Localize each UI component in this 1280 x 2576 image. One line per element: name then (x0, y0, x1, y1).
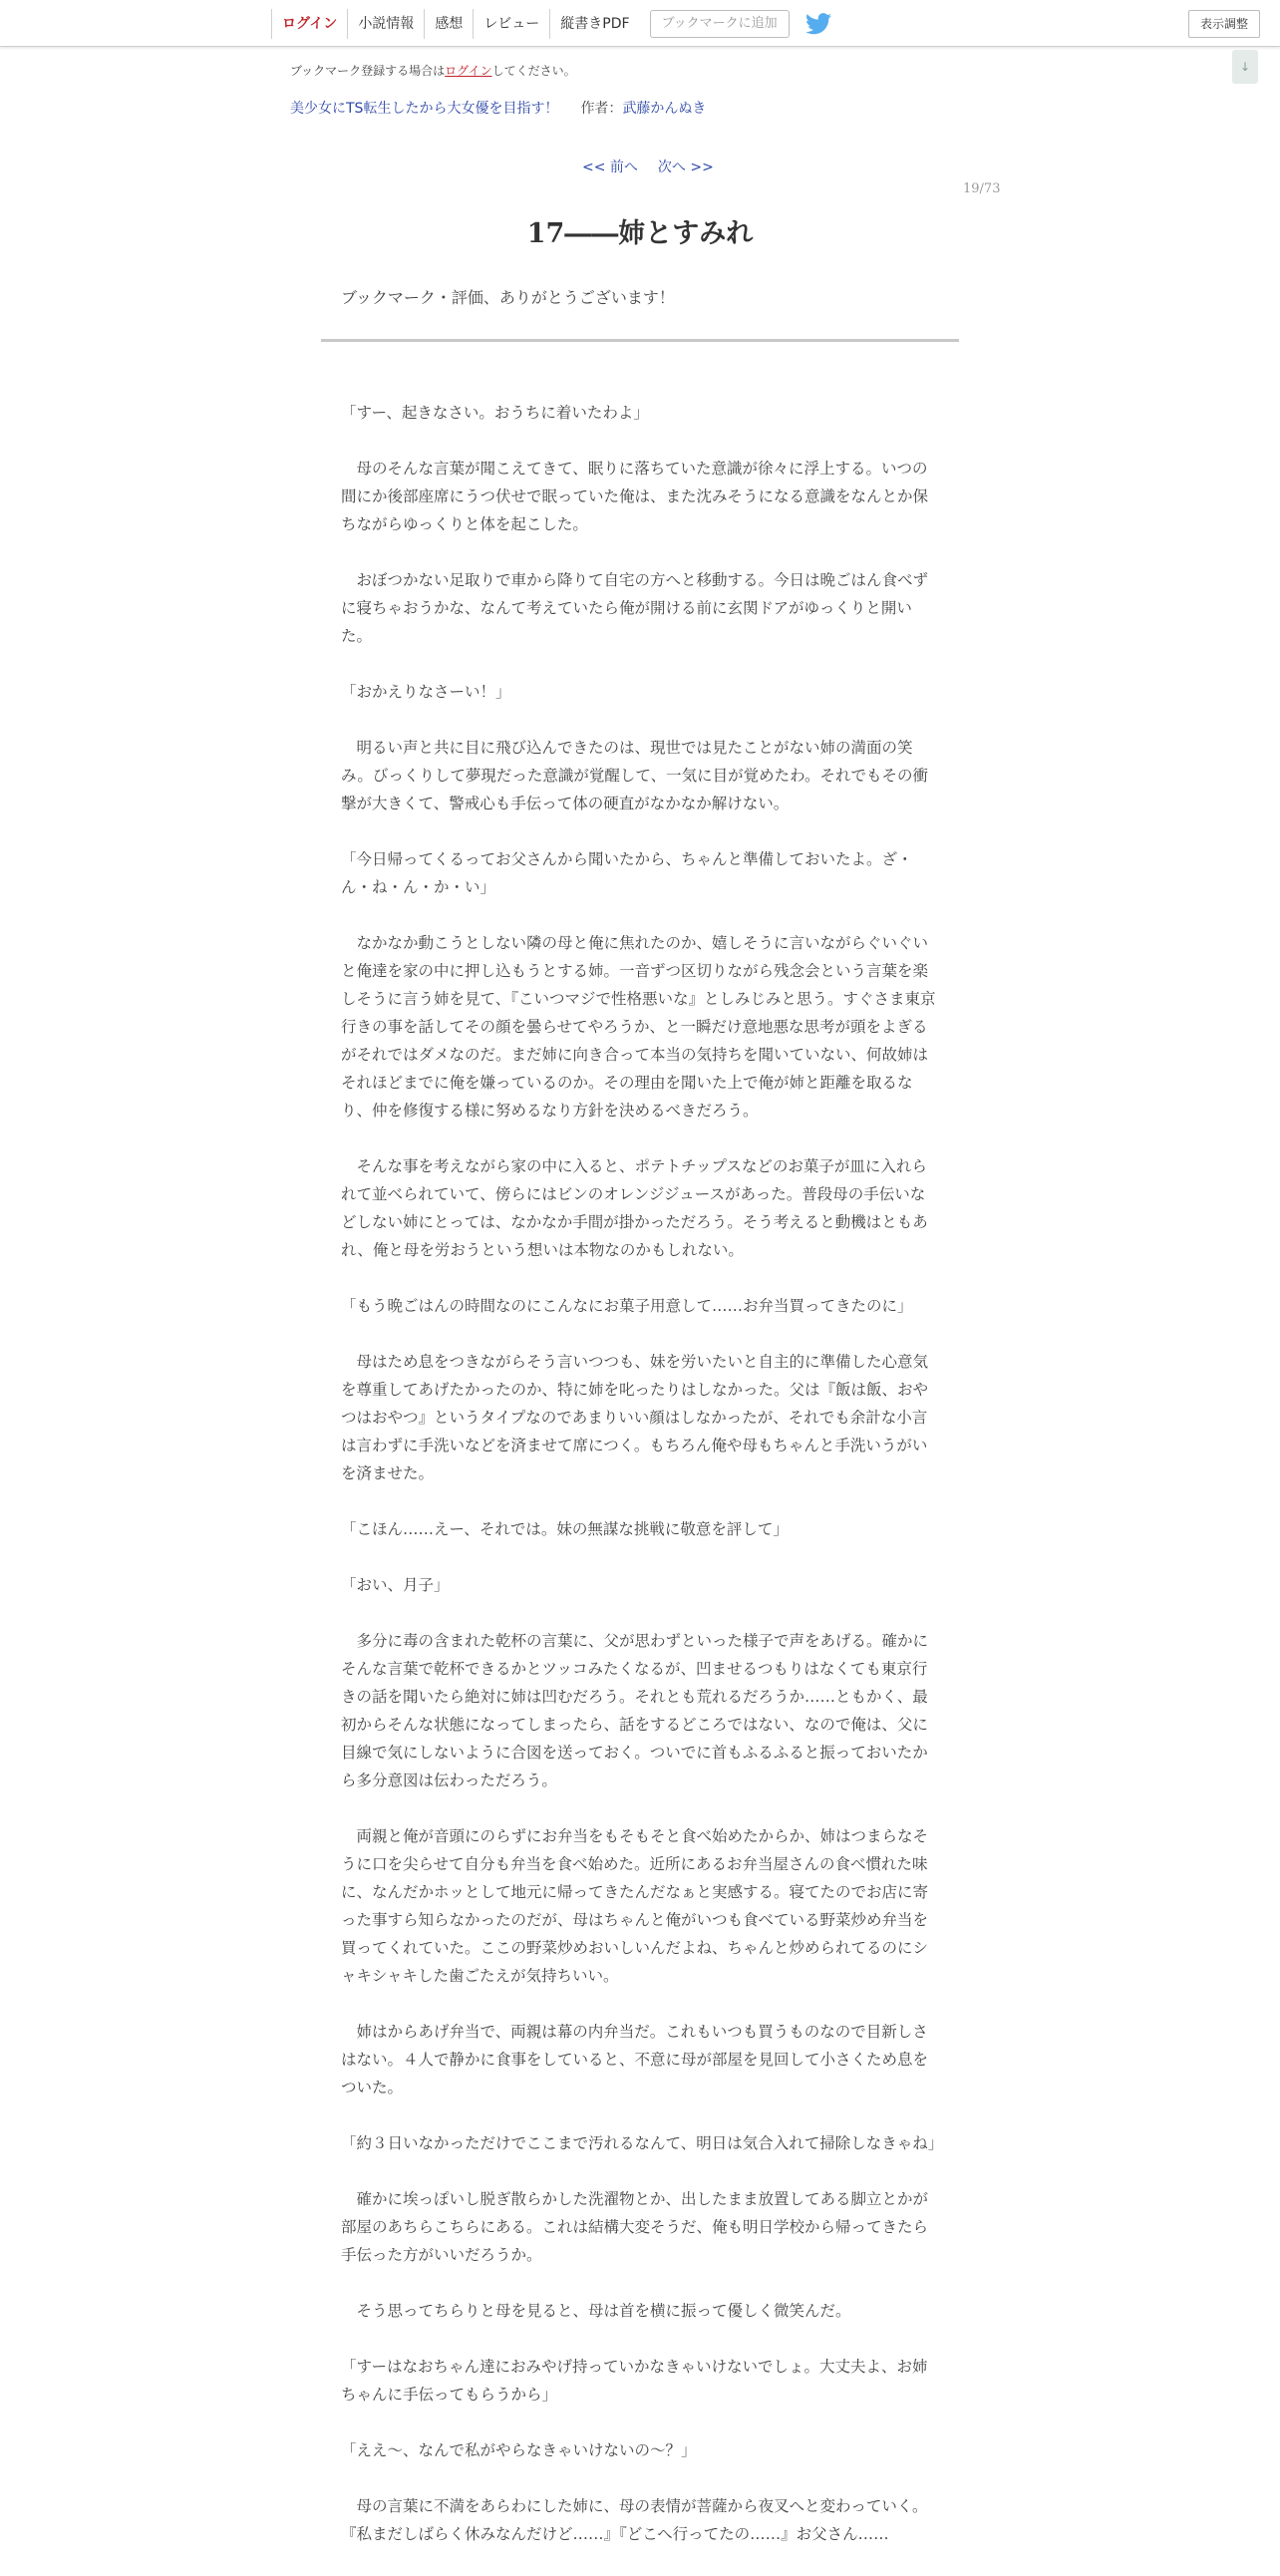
body-paragraph: おぼつかない足取りで車から降りて自宅の方へと移動する。今日は晩ごはん食べずに寝ちゃおうかな、なんて考えていたら俺が開ける前に玄関ドアがゆっくりと開いた。 (341, 571, 929, 645)
chapter-pager (582, 157, 714, 176)
prev-chapter-link[interactable]: << 前へ (582, 160, 638, 175)
bookmark-login-notice (290, 62, 576, 79)
nav-impressions-link[interactable]: 感想 (424, 9, 473, 39)
nav-vertical-pdf-link[interactable]: 縦書きPDF (549, 9, 639, 39)
author-name-link[interactable]: 武藤かんぬき (622, 101, 707, 117)
body-paragraph: 「ええ～、なんで私がやらなきゃいけないの～？」 (341, 2441, 697, 2459)
nav-login-link[interactable]: ログイン (271, 9, 347, 39)
notice-text-after: してください。 (491, 64, 576, 78)
display-settings-button[interactable]: 表示調整 (1188, 10, 1260, 38)
body-paragraph: そんな事を考えながら家の中に入ると、ポテトチップスなどのお菓子が皿に入れられて並べられていて、傍らにはビンのオレンジジュースがあった。普段母の手伝いなどしない姉にとっては、なかなか手間が掛かっただろう。そう考えると動機はともあれ、俺と母を労おうという想いは本物なのかもしれない。 (341, 1157, 928, 1259)
body-paragraph: 母の言葉に不満をあらわにした姉に、母の表情が菩薩から夜叉へと変わっていく。『私まだしばらく休みなんだけど……』『どこへ行ってたの……』お父さん…… (341, 2497, 928, 2543)
preface-divider (321, 339, 959, 342)
body-paragraph: 「すー、起きなさい。おうちに着いたわよ」 (341, 404, 649, 422)
notice-login-link[interactable]: ログイン (445, 64, 492, 78)
nav-novel-info-link[interactable]: 小説情報 (347, 9, 424, 39)
body-paragraph: 姉はからあげ弁当で、両親は幕の内弁当だ。これもいつも買うものなので目新しさはない。４人で静かに食事をしていると、不意に母が部屋を見回して小さくため息をついた。 (341, 2023, 929, 2096)
body-paragraph: 「もう晩ごはんの時間なのにこんなにお菓子用意して……お弁当買ってきたのに」 (341, 1297, 913, 1315)
novel-info-line (290, 98, 706, 118)
chapter-count: 19/73 (963, 181, 1001, 196)
body-paragraph: 「おかえりなさーい！」 (341, 683, 511, 701)
nav-review-link[interactable]: レビュー (473, 9, 549, 39)
body-paragraph: なかなか動こうとしない隣の母と俺に焦れたのか、嬉しそうに言いながらぐいぐいと俺達を家の中に押し込もうとする姉。一音ずつ区切りながら残念会という言葉を楽しそうに言う姉を見て、『こいつマジで性格悪いな』としみじみと思う。すぐさま東京行きの事を話してその顔を曇らせてやろうか、と一瞬だけ意地悪な思考が頭をよぎるがそれではダメなのだ。まだ姉に向き合って本当の気持ちを聞いていない、何故姉はそれほどまでに俺を嫌っているのか。その理由を聞いた上で俺が姉と距離を取るなり、仲を修復する様に努めるなり方針を決めるべきだろう。 (341, 934, 936, 1120)
body-paragraph: 「約３日いなかっただけでここまで汚れるなんて、明日は気合入れて掃除しなきゃね」 (341, 2134, 944, 2152)
main-nav (271, 8, 831, 40)
body-paragraph: 「今日帰ってくるってお父さんから聞いたから、ちゃんと準備しておいたよ。ざ・ん・ね・ん・か・い」 (341, 850, 913, 896)
novel-title-link[interactable]: 美少女にTS転生したから大女優を目指す！ (290, 101, 559, 117)
body-paragraph: 「こほん……えー、それでは。妹の無謀な挑戦に敬意を評して」 (341, 1520, 789, 1538)
next-chapter-link[interactable]: 次へ >> (657, 160, 714, 175)
chapter-preface: ブックマーク・評価、ありがとうございます！ (341, 288, 675, 307)
body-paragraph: 明るい声と共に目に飛び込んできたのは、現世では見たことがない姉の満面の笑み。びっくりして夢現だった意識が覚醒して、一気に目が覚めたわ。それでもその衝撃が大きくて、警戒心も手伝って体の硬直がなかなか解けない。 (341, 739, 929, 812)
chapter-body (341, 399, 944, 2576)
twitter-bird-icon[interactable] (805, 13, 831, 35)
body-paragraph: 「おい、月子」 (341, 1576, 450, 1594)
add-bookmark-button[interactable]: ブックマークに追加 (650, 10, 790, 38)
body-paragraph: 母のそんな言葉が聞こえてきて、眠りに落ちていた意識が徐々に浮上する。いつの間にか後部座席にうつ伏せで眠っていた俺は、また沈みそうになる意識をなんとか保ちながらゆっくりと体を起こした。 (341, 460, 929, 533)
author-label: 作者： (580, 101, 623, 117)
body-paragraph: 「すーはなおちゃん達におみやげ持っていかなきゃいけないでしょ。大丈夫よ、お姉ちゃんに手伝ってもらうから」 (341, 2358, 928, 2404)
scroll-down-tab[interactable]: ↓ (1232, 50, 1258, 84)
chapter-title: 17――姉とすみれ (526, 218, 754, 249)
body-paragraph: 多分に毒の含まれた乾杯の言葉に、父が思わずといった様子で声をあげる。確かにそんな言葉で乾杯できるかとツッコみたくなるが、凹ませるつもりはなくても東京行きの話を聞いたら絶対に姉は凹むだろう。それとも荒れるだろうか……ともかく、最初からそんな状態になってしまったら、話をするどころではない、なので俺は、父に目線で気にしないように合図を送っておく。ついでに首もふるふると振っておいたから多分意図は伝わっただろう。 (341, 1632, 929, 1789)
body-paragraph: そう思ってちらりと母を見ると、母は首を横に振って優しく微笑んだ。 (341, 2302, 851, 2320)
body-paragraph: 確かに埃っぽいし脱ぎ散らかした洗濯物とか、出したまま放置してある脚立とかが部屋のあちらこちらにある。これは結構大変そうだ、俺も明日学校から帰ってきたら手伝った方がいいだろうか。 (341, 2190, 929, 2264)
notice-text-before: ブックマーク登録する場合は (290, 64, 446, 78)
body-paragraph: 母はため息をつきながらそう言いつつも、妹を労いたいと自主的に準備した心意気を尊重してあげたかったのか、特に姉を叱ったりはしなかった。父は『飯は飯、おやつはおやつ』というタイプなのであまりいい顔はしなかったが、それでも余計な小言は言わずに手洗いなどを済ませて席につく。もちろん俺や母もちゃんと手洗いうがいを済ませた。 (341, 1353, 929, 1482)
top-navigation-bar (0, 0, 1280, 47)
body-paragraph: 両親と俺が音頭にのらずにお弁当をもそもそと食べ始めたからか、姉はつまらなそうに口を尖らせて自分も弁当を食べ始めた。近所にあるお弁当屋さんの食べ慣れた味に、なんだかホッとして地元に帰ってきたんだなぁと実感する。寝てたのでお店に寄った事すら知らなかったのだが、母はちゃんと俺がいつも食べている野菜炒め弁当を買ってくれていた。ここの野菜炒めおいしいんだよね、ちゃんと炒められてるのにシャキシャキした歯ごたえが気持ちいい。 (341, 1827, 929, 1985)
